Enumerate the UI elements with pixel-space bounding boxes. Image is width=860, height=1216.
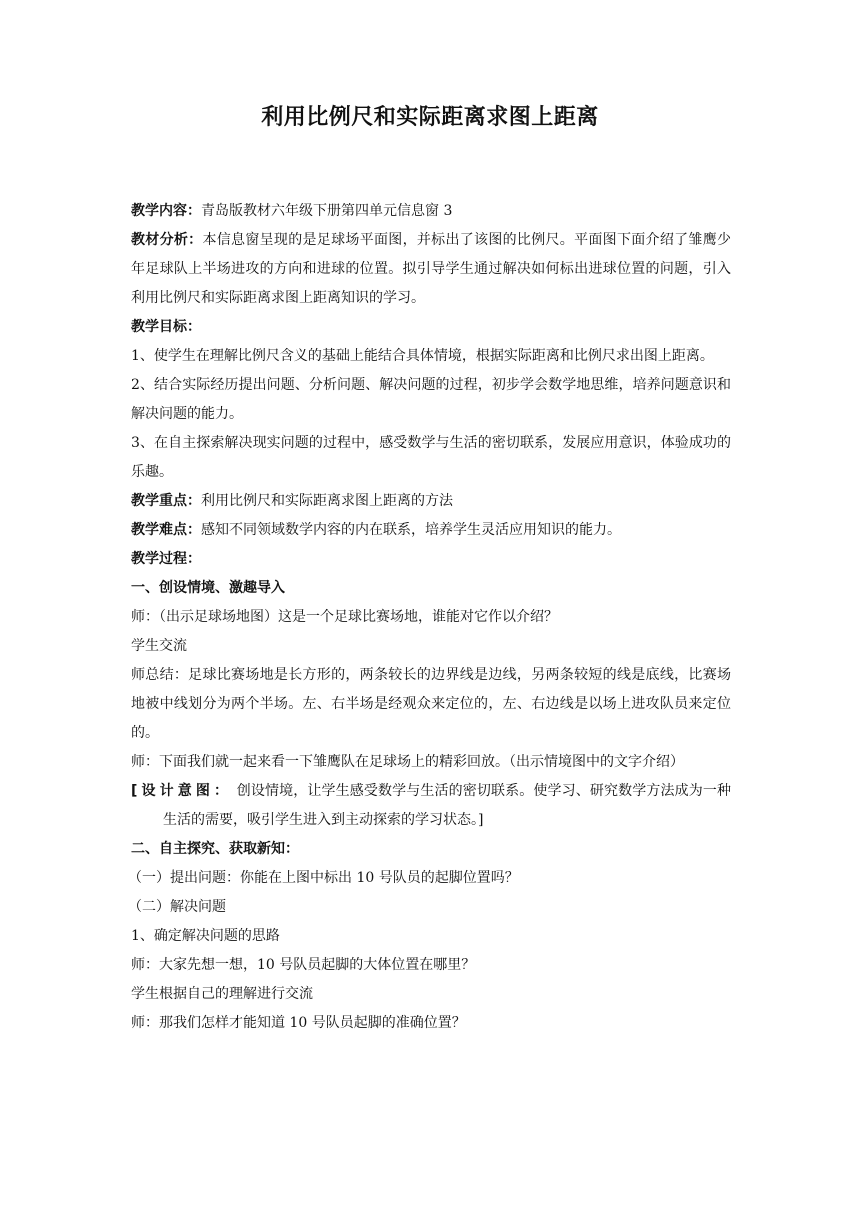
objective-item: 1、使学生在理解比例尺含义的基础上能结合具体情境，根据实际距离和比例尺求出图上距离。 xyxy=(131,348,714,364)
section2-paragraph: 师：那我们怎样才能知道 10 号队员起脚的准确位置？ xyxy=(131,1015,466,1031)
teaching-content-paragraph xyxy=(131,197,731,226)
design-intent-label: [设计意图： xyxy=(131,783,233,799)
material-analysis-paragraph xyxy=(131,226,731,313)
objective-item: 2、结合实际经历提出问题、分析问题、解决问题的过程，初步学会数学地思维，培养问题意识和解决问题的能力。 xyxy=(131,377,731,422)
section2-paragraph: 学生根据自己的理解进行交流 xyxy=(131,986,313,1002)
section2-paragraph: （二）解决问题 xyxy=(128,899,226,915)
document-title: 利用比例尺和实际距离求图上距离 xyxy=(261,105,599,130)
teaching-content-label: 教学内容： xyxy=(131,203,201,219)
key-point-paragraph xyxy=(131,487,731,516)
section2-heading: 二、自主探究、获取新知： xyxy=(131,841,299,857)
key-point-label: 教学重点： xyxy=(131,493,201,509)
material-analysis-text: 本信息窗呈现的是足球场平面图，并标出了该图的比例尺。平面图下面介绍了雏鹰少年足球队上半场进攻的方向和进球的位置。拟引导学生通过解决如何标出进球位置的问题，引入利用比例尺和实际距离求图上距离知识的学习。 xyxy=(131,232,732,306)
section2-paragraph: 1、确定解决问题的思路 xyxy=(131,928,280,944)
design-intent-text: 创设情境，让学生感受数学与生活的密切联系。使学习、研究数学方法成为一种生活的需要，吸引学生进入到主动探索的学习状态。] xyxy=(163,783,731,828)
section1-paragraph: 师总结：足球比赛场地是长方形的，两条较长的边界线是边线，另两条较短的线是底线，比赛场地被中线划分为两个半场。左、右半场是经观众来定位的，左、右边线是以场上进攻队员来定位的。 xyxy=(131,667,731,741)
teaching-content-text: 青岛版教材六年级下册第四单元信息窗 3 xyxy=(201,203,453,219)
design-intent-note xyxy=(131,777,731,835)
section2-paragraph: （一）提出问题：你能在上图中标出 10 号队员的起脚位置吗？ xyxy=(128,870,519,886)
section1-paragraph: 师：下面我们就一起来看一下雏鹰队在足球场上的精彩回放。（出示情境图中的文字介绍） xyxy=(131,754,684,770)
difficulty-label: 教学难点： xyxy=(131,522,201,538)
section1-paragraph: 师：（出示足球场地图）这是一个足球比赛场地，谁能对它作以介绍？ xyxy=(131,609,558,625)
objectives-label: 教学目标： xyxy=(131,319,201,335)
key-point-text: 利用比例尺和实际距离求图上距离的方法 xyxy=(201,493,453,509)
material-analysis-label: 教材分析： xyxy=(131,232,203,248)
difficulty-text: 感知不同领域数学内容的内在联系，培养学生灵活应用知识的能力。 xyxy=(201,522,621,538)
section1-paragraph: 学生交流 xyxy=(131,638,187,654)
document-body xyxy=(128,197,732,1038)
process-label: 教学过程： xyxy=(131,551,201,567)
section2-paragraph: 师：大家先想一想，10 号队员起脚的大体位置在哪里？ xyxy=(131,957,476,973)
difficulty-paragraph xyxy=(131,516,731,545)
objective-item: 3、在自主探索解决现实问题的过程中，感受数学与生活的密切联系，发展应用意识，体验成功的乐趣。 xyxy=(131,435,731,480)
section1-heading: 一、创设情境、激趣导入 xyxy=(131,580,285,596)
